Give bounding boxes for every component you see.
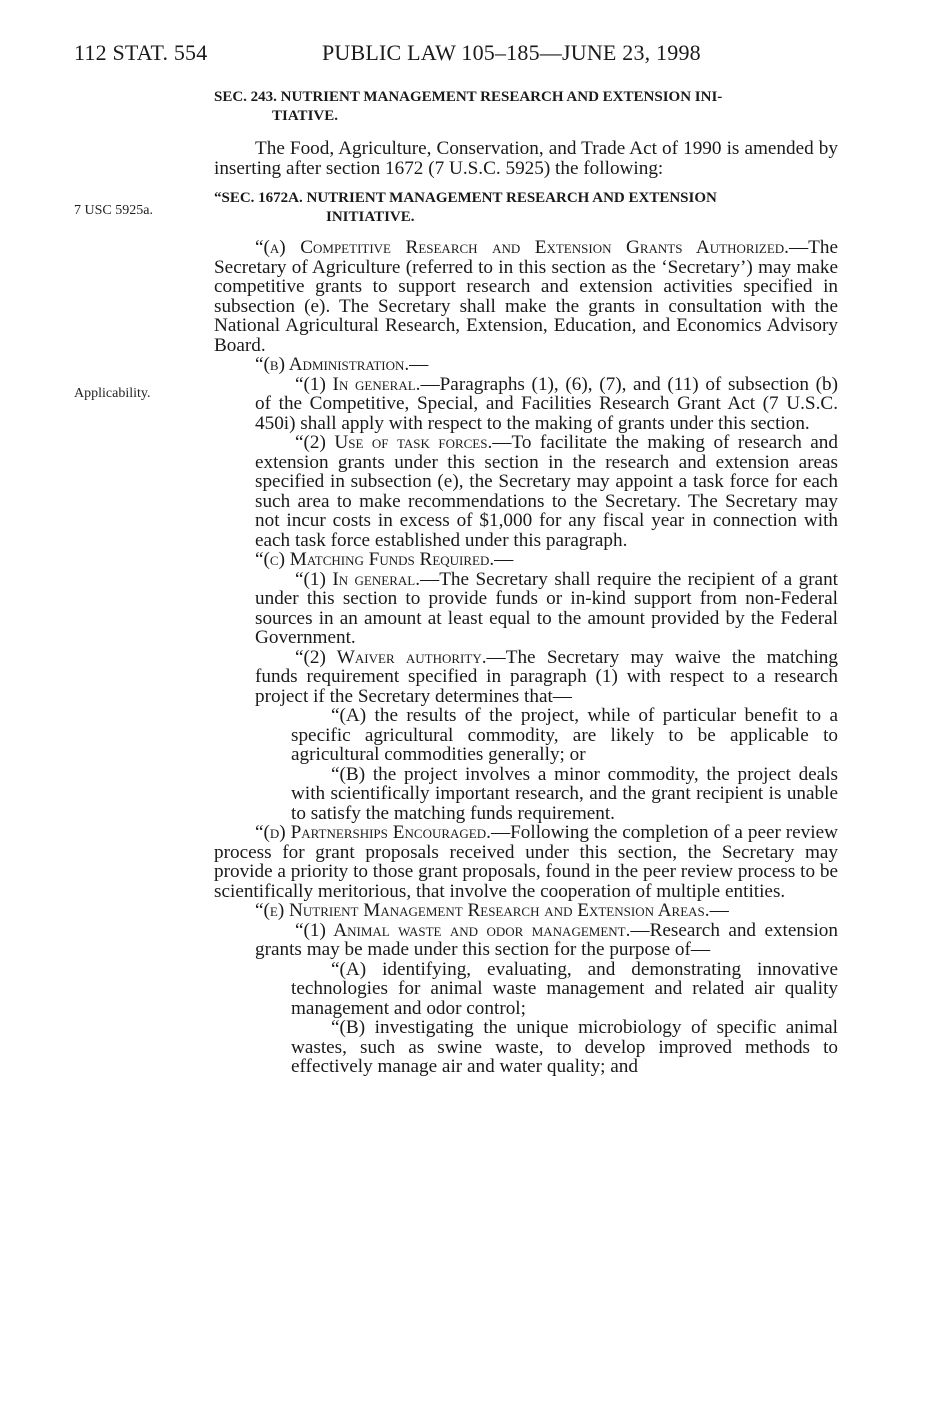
section-intro: The Food, Agriculture, Conservation, and Trade Act of 1990 is amended by inserting after section 1672 (7 U.S.C. 5925) the following: [214, 138, 838, 179]
subsection-c-heading: “(c) Matching Funds Required.— [255, 549, 514, 570]
margin-note-usc: 7 USC 5925a. [74, 203, 153, 218]
subsection-d-heading: “(d) Partnerships Encouraged. [255, 822, 491, 843]
paragraph-c1 [214, 570, 838, 648]
paragraph-c2-heading: “(2) Waiver authority. [295, 646, 487, 668]
subparagraph-c2A: “(A) the results of the project, while of particular benefit to a specific agricultural commodity, are likely to be applicable to agricultural commodities generally; or [291, 705, 838, 765]
paragraph-e1-text: —Research and extension grants may be made under this section for the purpose of— [255, 919, 838, 960]
paragraph-c2 [214, 648, 838, 707]
paragraph-c2-text: —The Secretary may waive the matching funds requirement specified in paragraph (1) with respect to a research project if the Secretary determines that— [255, 646, 838, 707]
paragraph-b2-heading: “(2) Use of task forces. [295, 432, 493, 453]
inserted-section-heading [214, 189, 838, 227]
subsection-b-heading: “(b) Administration.— [255, 354, 429, 375]
running-head [0, 40, 943, 72]
subsection-a-text: —The Secretary of Agriculture (referred to in this section as the ‘Secretary’) may make competitive grants to support research and extension activities specified in subsection (e). The Secretary shall make the grants in consultation with the National Agricultural Research, Extension, Education, and Economics Advisory Board. [214, 237, 838, 356]
paragraph-b1-heading: “(1) In general. [295, 373, 421, 395]
paragraph-e1-heading: “(1) Animal waste and odor management. [295, 919, 631, 941]
paragraph-b2-text: —To facilitate the making of research and extension grants under this section in the research and extension areas specified in subsection (e), the Secretary may appoint a task force for each such area to make recommendations to the Secretary. The Secretary may not incur costs in excess of $1,000 for any fiscal year in connection with each task force established under this paragraph. [255, 432, 838, 551]
section-heading [214, 88, 838, 126]
paragraph-e1 [214, 921, 838, 960]
paragraph-c1-text: —The Secretary shall require the recipient of a grant under this section to provide funds or in-kind support from non-Federal sources in an amount at least equal to the amount provided by the Federal Government. [255, 568, 838, 648]
paragraph-c1-heading: “(1) In general. [295, 568, 420, 590]
subsection-a [214, 238, 838, 355]
body-text [214, 88, 838, 1077]
subparagraph-e1A: “(A) identifying, evaluating, and demonstrating innovative technologies for animal waste management and related air quality management and odor control; [291, 958, 838, 1019]
inserted-heading-line1: “SEC. 1672A. NUTRIENT MANAGEMENT RESEARCH AND EXTENSION [214, 190, 717, 206]
paragraph-b1-text: —Paragraphs (1), (6), (7), and (11) of subsection (b) of the Competitive, Special, and Facilities Research Grant Act (7 U.S.C. 450i) shall apply with respect to the making of grants under this section. [255, 373, 839, 434]
paragraph-b2 [214, 433, 838, 550]
subsection-d-text: —Following the completion of a peer review process for grant proposals received under this section, the Secretary may provide a priority to those grant proposals, found in the peer review process to be scientifically meritorious, that involve the cooperation of multiple entities. [214, 822, 838, 902]
law-title: PUBLIC LAW 105–185—JUNE 23, 1998 [322, 40, 701, 65]
margin-note-applicability: Applicability. [74, 386, 151, 401]
section-heading-line1: SEC. 243. NUTRIENT MANAGEMENT RESEARCH AND EXTENSION INI- [214, 89, 723, 105]
subparagraph-e1B: “(B) investigating the unique microbiology of specific animal wastes, such as swine waste, to develop improved methods to effectively manage air and water quality; and [291, 1017, 838, 1077]
section-heading-line2: TIATIVE. [272, 108, 338, 124]
inserted-heading-line2: INITIATIVE. [326, 209, 415, 225]
paragraph-b1 [214, 375, 838, 434]
subsection-d [214, 823, 838, 901]
stat-page-number: 112 STAT. 554 [74, 40, 208, 65]
subparagraph-c2B: “(B) the project involves a minor commodity, the project deals with scientifically important research, and the grant recipient is unable to satisfy the matching funds requirement. [291, 763, 838, 824]
subsection-e-heading: “(e) Nutrient Management Research and Extension Areas.— [255, 900, 729, 921]
subsection-a-heading: “(a) Competitive Research and Extension Grants Authorized. [255, 237, 789, 258]
